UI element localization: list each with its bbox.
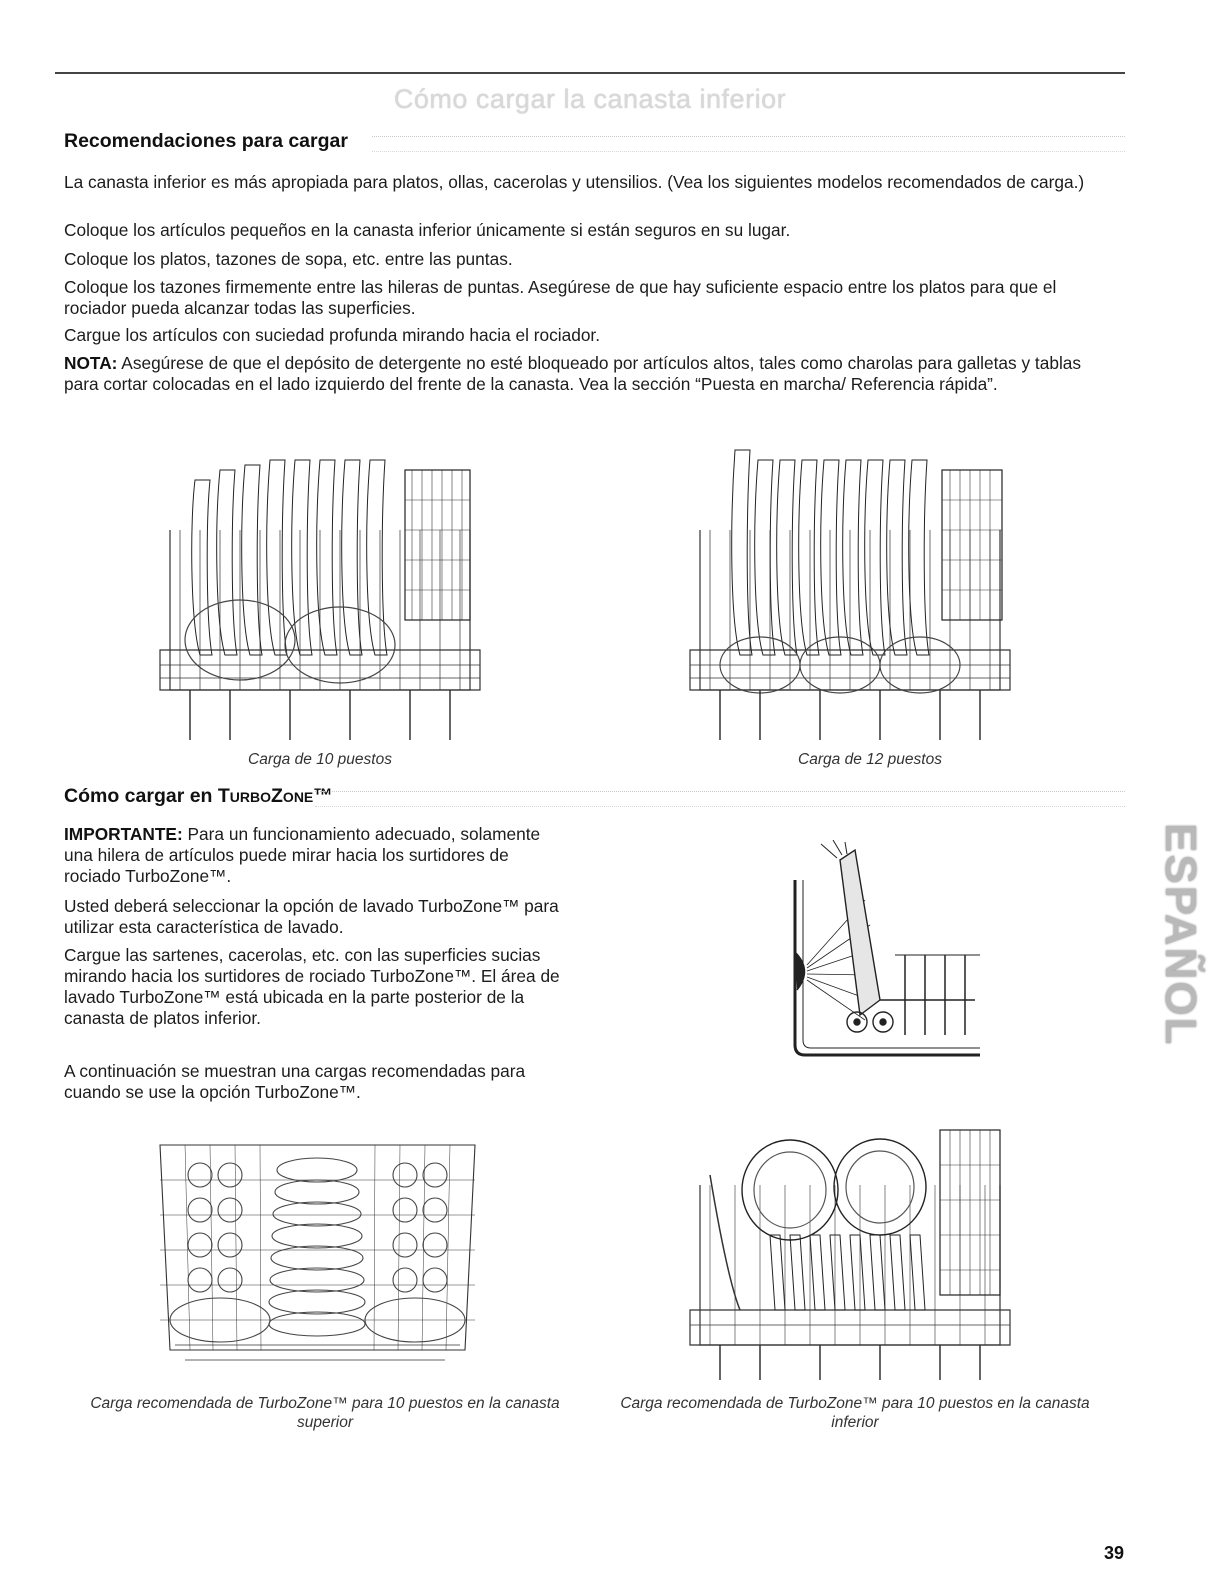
heading-tm: ™ — [313, 785, 333, 807]
caption-lower-rack — [605, 1394, 1105, 1432]
caption-12-settings: Carga de 12 puestos — [798, 751, 942, 768]
important-paragraph — [64, 824, 564, 887]
turbozone-paragraph-4: A continuación se muestran una cargas recomendadas para cuando se use la opción TurboZone™. — [64, 1061, 526, 1102]
turbozone-paragraph-2: Usted deberá seleccionar la opción de lavado TurboZone™ para utilizar esta característica de lavado. — [64, 896, 559, 937]
page-number: 39 — [1103, 1543, 1124, 1563]
section-heading-turbozone — [64, 785, 333, 808]
note-paragraph — [64, 353, 1114, 395]
caption-lower-rack-text: Carga recomendada de TurboZone™ para 10 puestos en la canasta inferior — [620, 1395, 1090, 1431]
turbozone-upper-rack-illustration — [145, 1120, 490, 1380]
page-title: Cómo cargar la canasta inferior — [393, 84, 787, 114]
caption-upper-rack — [75, 1394, 575, 1432]
heading-prefix: Cómo cargar en — [64, 785, 218, 807]
turbozone-paragraph-3: Cargue las sartenes, cacerolas, etc. con las superficies sucias mirando hacia los surtidores de rociado TurboZone™. El área de lavado TurboZone™ está ubicada en la parte posterior de la canasta de platos inferior. — [64, 945, 560, 1028]
section-heading-recomendaciones: Recomendaciones para cargar — [64, 130, 348, 152]
paragraph-2: Coloque los artículos pequeños en la canasta inferior únicamente si están seguros en su lugar. — [64, 220, 791, 240]
heading-divider — [372, 136, 1125, 152]
note-label: NOTA: — [64, 353, 118, 373]
rack-10-settings-illustration — [150, 440, 490, 750]
note-text: Asegúrese de que el depósito de detergente no esté bloqueado por artículos altos, tales como charolas para galletas y tablas para cortar colocadas en el lado izquierdo del frente de la canasta. Vea la sección “Puesta en marcha/ Referencia rápida”. — [64, 353, 1082, 394]
paragraph-5: Cargue los artículos con suciedad profunda mirando hacia el rociador. — [64, 325, 601, 345]
important-text: Para un funcionamiento adecuado, solamente una hilera de artículos puede mirar hacia los surtidores de rociado TurboZone™. — [64, 824, 541, 886]
rack-12-settings-illustration — [680, 440, 1020, 750]
turbozone-spray-diagram — [785, 840, 985, 1060]
language-side-tab — [1152, 810, 1208, 1060]
language-side-tab-label: ESPAÑOL — [1156, 823, 1205, 1047]
top-rule — [55, 72, 1125, 74]
paragraph-4: Coloque los tazones firmemente entre las hileras de puntas. Asegúrese de que hay suficiente espacio entre los platos para que el rociador pueda alcanzar todas las superficies. — [64, 277, 1057, 318]
paragraph-3: Coloque los platos, tazones de sopa, etc. entre las puntas. — [64, 249, 513, 269]
heading-brand: TurboZone — [217, 785, 314, 807]
caption-upper-rack-text: Carga recomendada de TurboZone™ para 10 puestos en la canasta superior — [90, 1395, 560, 1431]
paragraph-1: La canasta inferior es más apropiada para platos, ollas, cacerolas y utensilios. (Vea los siguientes modelos recomendados de carga.) — [64, 172, 1085, 192]
caption-10-settings: Carga de 10 puestos — [248, 751, 392, 768]
important-label: IMPORTANTE: — [64, 824, 183, 844]
turbozone-lower-rack-illustration — [680, 1115, 1020, 1385]
heading-divider-2 — [315, 791, 1125, 807]
